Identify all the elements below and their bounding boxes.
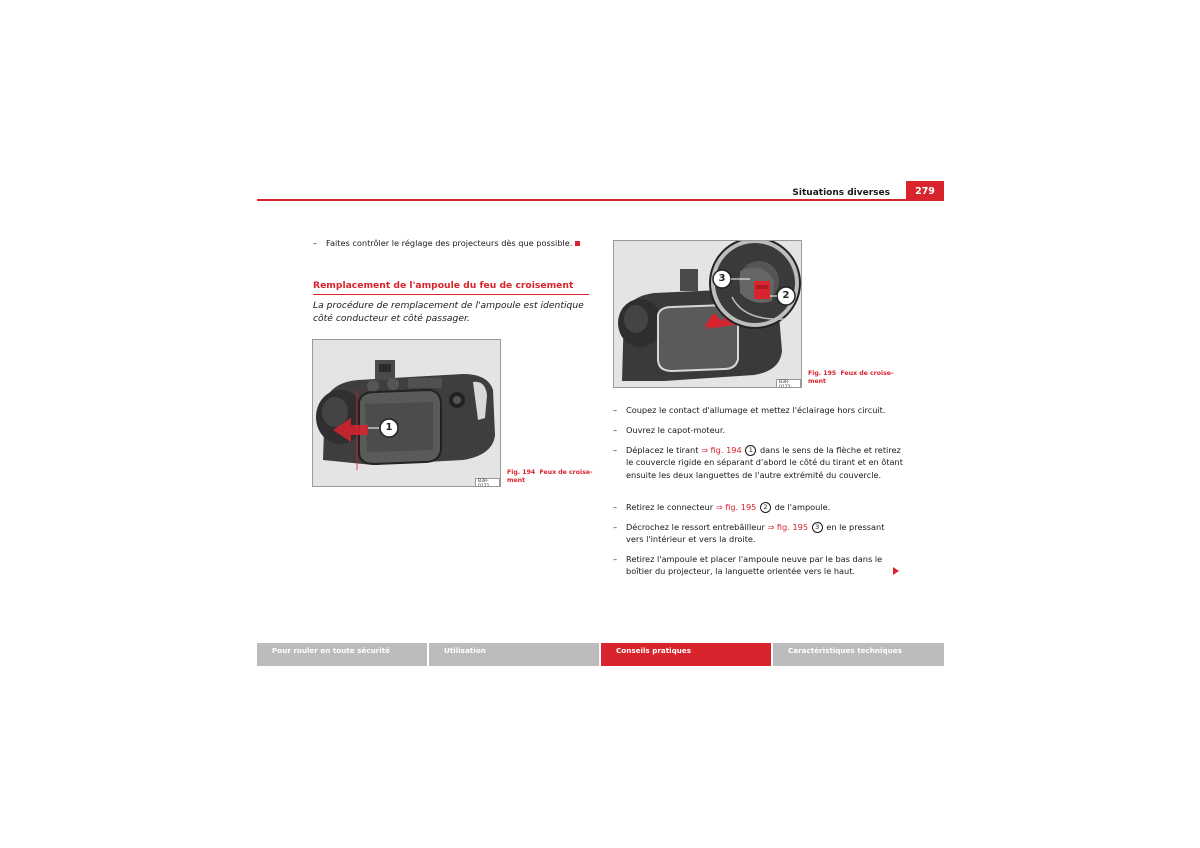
bullet-dash: –	[613, 405, 618, 415]
step-text: Déplacez le tirant	[626, 445, 699, 455]
bullet-dash: –	[613, 425, 618, 435]
figure-195	[613, 240, 802, 388]
bullet-text: Faites contrôler le réglage des projecteurs dès que possible.	[326, 238, 573, 248]
callout-ref: 3	[812, 522, 823, 533]
headlight-illustration-194	[313, 340, 500, 486]
callout-3: 3	[718, 273, 726, 284]
bullet-dash: –	[613, 554, 618, 564]
bullet-dash: –	[613, 445, 618, 455]
step-6	[613, 553, 903, 578]
caption-text: Feux de croise-	[539, 469, 593, 476]
callout-ref: 1	[745, 445, 756, 456]
caption-text: Feux de croise-	[840, 370, 894, 377]
bullet-dash: –	[613, 502, 618, 512]
end-of-section-mark	[575, 241, 580, 246]
caption-text-cont: ment	[507, 477, 526, 484]
callout-ref: 2	[760, 502, 771, 513]
intro-paragraph: La procédure de remplacement de l'ampoule est identique côté conducteur et côté passager.	[313, 300, 584, 324]
caption-number: Fig. 195	[808, 370, 837, 377]
step-3	[613, 444, 903, 481]
tab-conseils-pratiques[interactable]: Conseils pratiques	[601, 643, 771, 666]
figure-ref-link[interactable]: ⇒ fig. 195	[715, 502, 757, 512]
step-text-cont: dans le sens de la flèche et retirez le couvercle rigide en séparant d'abord le côté du tirant et en ôtant ensuite les deux languettes de l'autre extrémité du couvercle.	[626, 445, 903, 480]
figure-ref-link[interactable]: ⇒ fig. 194	[701, 445, 742, 455]
header-rule	[257, 199, 944, 201]
step-text: Retirez l'ampoule et placer l'ampoule neuve par le bas dans le boîtier du projecteur, la languette orientée vers le haut.	[626, 554, 883, 577]
figure-194-caption	[507, 469, 597, 485]
step-text: Coupez le contact d'allumage et mettez l'éclairage hors circuit.	[626, 405, 886, 415]
step-1	[613, 404, 903, 416]
figure-194	[312, 339, 501, 487]
step-text-cont: en le pressant vers l'intérieur et vers la droite.	[626, 522, 885, 545]
figure-code: B3R-0172	[776, 379, 801, 388]
step-text: Ouvrez le capot-moteur.	[626, 425, 726, 435]
section-heading: Remplacement de l'ampoule du feu de croisement	[313, 280, 589, 295]
caption-text-cont: ment	[808, 378, 827, 385]
page-number: 279	[906, 181, 944, 201]
step-text: Retirez le connecteur	[626, 502, 714, 512]
figure-ref-link[interactable]: ⇒ fig. 195	[767, 522, 809, 532]
figure-195-caption	[808, 370, 898, 386]
step-text-cont: de l'ampoule.	[774, 502, 831, 512]
bullet-dash: –	[313, 238, 318, 248]
tab-caracteristiques[interactable]: Caractéristiques techniques	[773, 643, 944, 666]
step-5	[613, 521, 903, 546]
step-2	[613, 424, 903, 436]
step-4	[613, 501, 903, 513]
bullet-check-headlights	[313, 237, 603, 249]
callout-2: 2	[782, 290, 790, 301]
callout-1: 1	[385, 422, 393, 433]
figure-code: B3R-0171	[475, 478, 500, 487]
headlight-illustration-195	[614, 241, 801, 387]
caption-number: Fig. 194	[507, 469, 536, 476]
section-title: Situations diverses	[792, 188, 890, 198]
tab-pour-rouler[interactable]: Pour rouler en toute sécurité	[257, 643, 427, 666]
bullet-dash: –	[613, 522, 618, 532]
tab-utilisation[interactable]: Utilisation	[429, 643, 599, 666]
step-text: Décrochez le ressort entrebâilleur	[626, 522, 765, 532]
continue-arrow-icon	[893, 567, 899, 575]
